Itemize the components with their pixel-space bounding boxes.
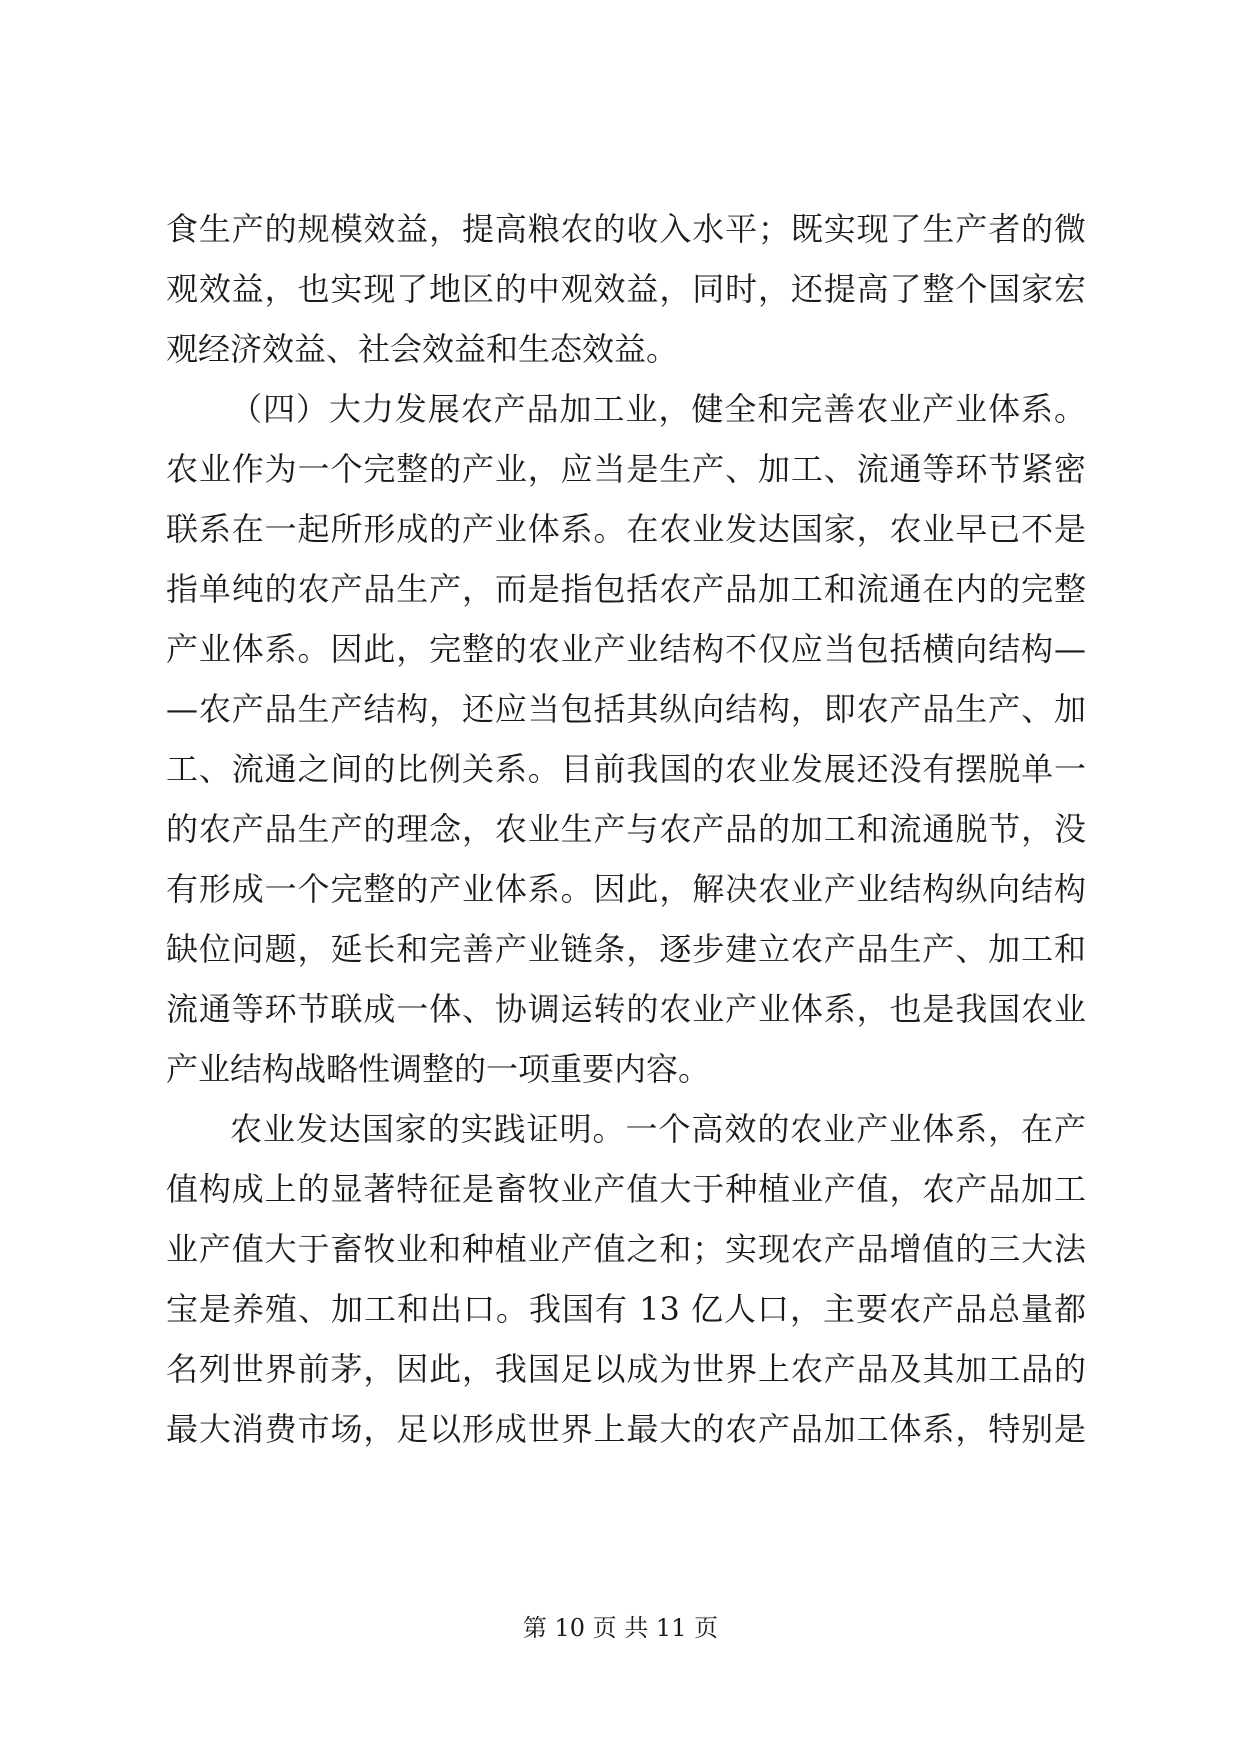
text-line: 的农产品生产的理念，农业生产与农产品的加工和流通脱节，没 bbox=[166, 810, 1086, 848]
text-line: 产业体系。因此，完整的农业产业结构不仅应当包括横向结构— bbox=[166, 630, 1086, 668]
text-line: 指单纯的农产品生产，而是指包括农产品加工和流通在内的完整 bbox=[166, 570, 1086, 608]
text-line: 缺位问题，延长和完善产业链条，逐步建立农产品生产、加工和 bbox=[166, 930, 1086, 968]
text-line: 宝是养殖、加工和出口。我国有 13 亿人口，主要农产品总量都 bbox=[166, 1290, 1086, 1328]
text-line: （四）大力发展农产品加工业，健全和完善农业产业体系。 bbox=[230, 390, 1086, 428]
text-line: —农产品生产结构，还应当包括其纵向结构，即农产品生产、加 bbox=[166, 690, 1086, 728]
text-line: 最大消费市场，足以形成世界上最大的农产品加工体系，特别是 bbox=[166, 1410, 1086, 1448]
text-line: 食生产的规模效益，提高粮农的收入水平；既实现了生产者的微 bbox=[166, 210, 1086, 248]
text-line: 产业结构战略性调整的一项重要内容。 bbox=[166, 1050, 711, 1088]
text-line: 名列世界前茅，因此，我国足以成为世界上农产品及其加工品的 bbox=[166, 1350, 1086, 1388]
text-line: 农业发达国家的实践证明。一个高效的农业产业体系，在产 bbox=[230, 1110, 1086, 1148]
text-line: 工、流通之间的比例关系。目前我国的农业发展还没有摆脱单一 bbox=[166, 750, 1086, 788]
text-line: 值构成上的显著特征是畜牧业产值大于种植业产值，农产品加工 bbox=[166, 1170, 1086, 1208]
text-line: 联系在一起所形成的产业体系。在农业发达国家，农业早已不是 bbox=[166, 510, 1086, 548]
text-line: 有形成一个完整的产业体系。因此，解决农业产业结构纵向结构 bbox=[166, 870, 1086, 908]
page-number-footer: 第 10 页 共 11 页 bbox=[522, 1614, 719, 1642]
text-line: 观经济效益、社会效益和生态效益。 bbox=[166, 330, 679, 368]
text-line: 业产值大于畜牧业和种植业产值之和；实现农产品增值的三大法 bbox=[166, 1230, 1086, 1268]
text-line: 流通等环节联成一体、协调运转的农业产业体系，也是我国农业 bbox=[166, 990, 1086, 1028]
text-line: 观效益，也实现了地区的中观效益，同时，还提高了整个国家宏 bbox=[166, 270, 1086, 308]
text-line: 农业作为一个完整的产业，应当是生产、加工、流通等环节紧密 bbox=[166, 450, 1086, 488]
